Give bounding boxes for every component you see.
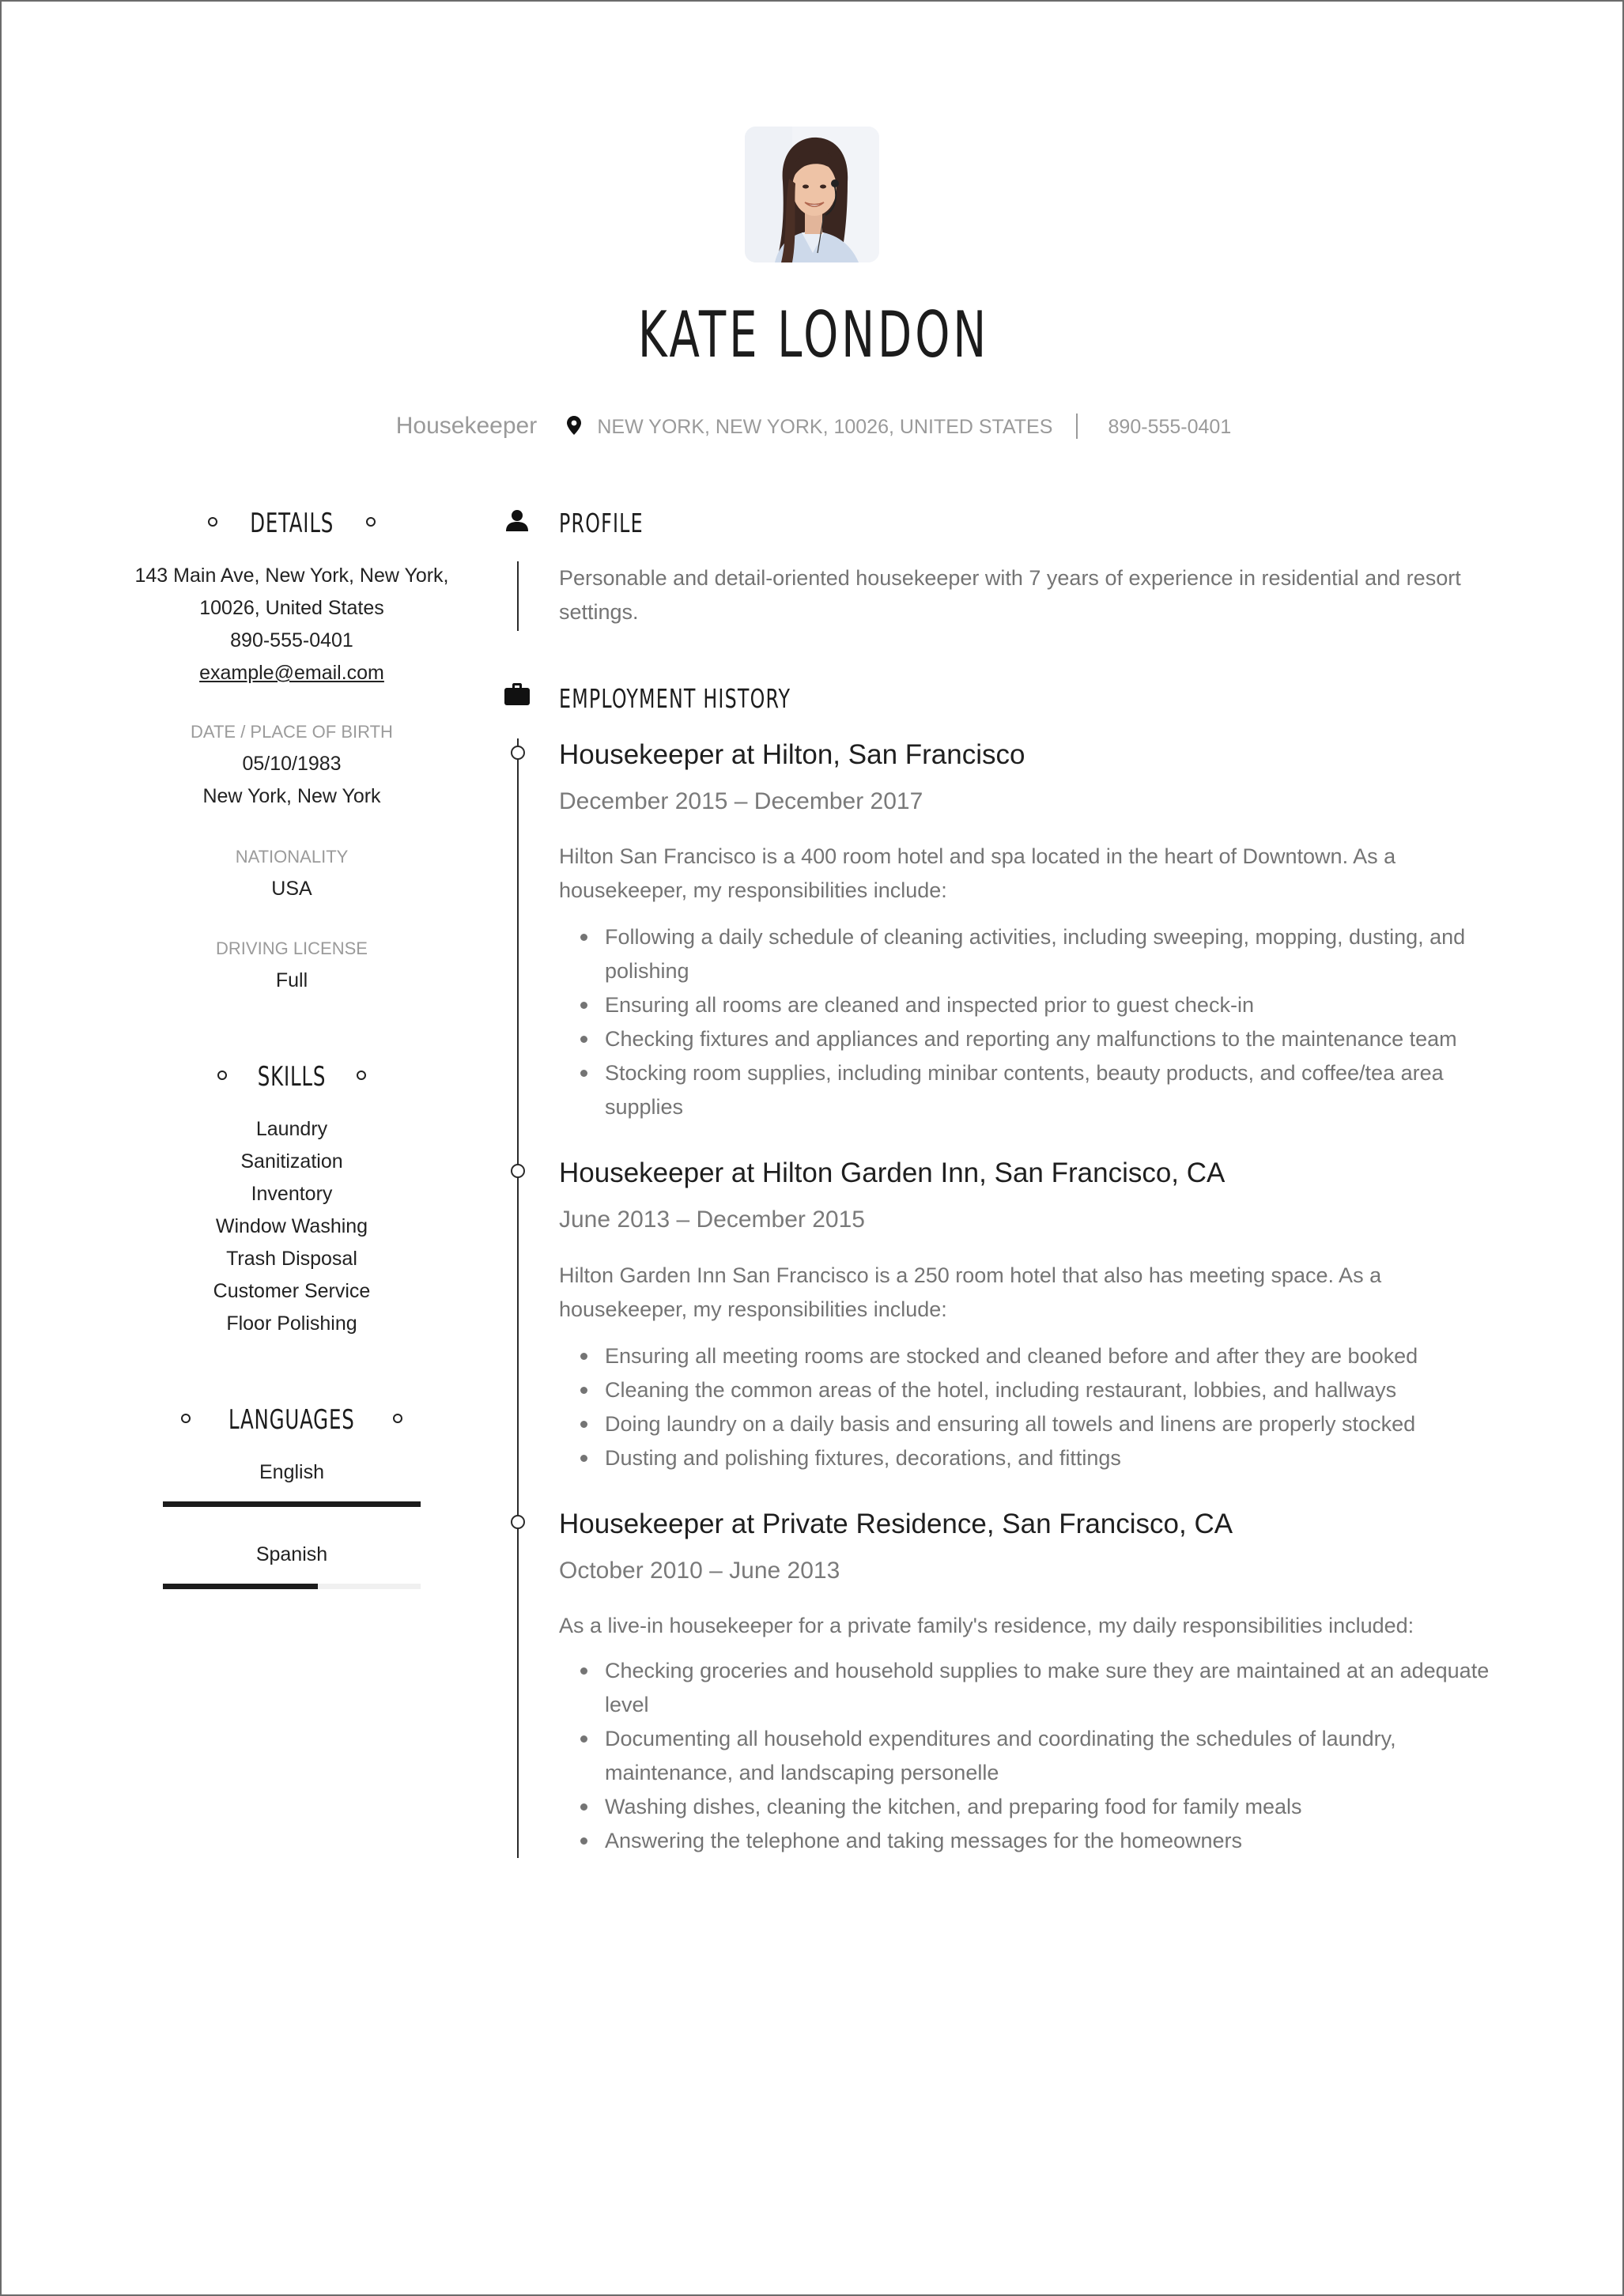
job-summary: As a live-in housekeeper for a private family's residence, my daily responsibilities included: bbox=[559, 1614, 1414, 1637]
ring-icon bbox=[357, 1071, 366, 1080]
responsibility-item: Following a daily schedule of cleaning activities, including sweeping, mopping, dusting, and polishing bbox=[559, 920, 1508, 988]
license-info bbox=[120, 933, 463, 997]
responsibility-item: Checking groceries and household supplies to make sure they are maintained at an adequate level bbox=[559, 1654, 1508, 1722]
address-line-2: 10026, United States bbox=[199, 597, 384, 619]
person-icon bbox=[503, 508, 531, 536]
license-value: Full bbox=[275, 969, 308, 991]
map-pin-icon bbox=[567, 416, 581, 435]
email-link[interactable]: example@email.com bbox=[199, 662, 384, 684]
ring-icon bbox=[181, 1414, 191, 1423]
birth-info bbox=[120, 716, 463, 813]
employment-timeline bbox=[517, 738, 519, 1858]
job-title: Housekeeper at Hilton, San Francisco bbox=[559, 739, 1025, 770]
skill-item: Customer Service bbox=[213, 1280, 371, 1302]
timeline-node bbox=[511, 746, 525, 760]
ring-icon bbox=[393, 1414, 402, 1423]
language-level-bar bbox=[163, 1501, 421, 1507]
responsibility-item: Washing dishes, cleaning the kitchen, and preparing food for family meals bbox=[559, 1790, 1508, 1824]
timeline-node bbox=[511, 1164, 525, 1178]
briefcase-icon bbox=[503, 682, 531, 710]
sidebar-phone: 890-555-0401 bbox=[230, 629, 353, 651]
job-dates: June 2013 – December 2015 bbox=[559, 1207, 865, 1233]
details-contact bbox=[120, 560, 463, 689]
responsibility-item: Documenting all household expenditures and coordinating the schedules of laundry, maintenance, and landscaping personelle bbox=[559, 1722, 1508, 1790]
job-summary: Hilton Garden Inn San Francisco is a 250 room hotel that also has meeting space. As a housekeeper, my responsibilities include: bbox=[559, 1263, 1382, 1321]
birth-label: DATE / PLACE OF BIRTH bbox=[191, 722, 393, 742]
birth-place: New York, New York bbox=[202, 785, 381, 807]
candidate-name: KATE LONDON bbox=[637, 298, 990, 372]
responsibility-item: Cleaning the common areas of the hotel, including restaurant, lobbies, and hallways bbox=[559, 1373, 1508, 1407]
profile-text: Personable and detail-oriented housekeeper with 7 years of experience in residential and resort settings. bbox=[559, 566, 1461, 624]
skill-item: Floor Polishing bbox=[226, 1312, 357, 1335]
profile-photo-illustration bbox=[745, 127, 879, 262]
language-level-fill bbox=[163, 1501, 421, 1507]
language-level-fill bbox=[163, 1584, 318, 1589]
skill-item: Laundry bbox=[255, 1118, 328, 1140]
details-heading: DETAILS bbox=[120, 508, 463, 539]
birth-date: 05/10/1983 bbox=[242, 753, 342, 775]
responsibility-item: Doing laundry on a daily basis and ensuring all towels and linens are properly stocked bbox=[559, 1407, 1508, 1441]
responsibility-item: Ensuring all rooms are cleaned and inspected prior to guest check-in bbox=[559, 988, 1508, 1022]
language-name: Spanish bbox=[255, 1543, 328, 1565]
language-item-spanish bbox=[120, 1539, 463, 1589]
responsibility-item: Dusting and polishing fixtures, decorations, and fittings bbox=[559, 1441, 1508, 1475]
responsibility-item: Stocking room supplies, including minibar contents, beauty products, and coffee/tea area supplies bbox=[559, 1056, 1508, 1124]
address-line-1: 143 Main Ave, New York, New York, bbox=[134, 565, 449, 587]
skill-item: Inventory bbox=[251, 1183, 333, 1205]
job-summary: Hilton San Francisco is a 400 room hotel and spa located in the heart of Downtown. As a housekeeper, my responsibilities include: bbox=[559, 844, 1396, 902]
responsibility-item: Checking fixtures and appliances and reporting any malfunctions to the maintenance team bbox=[559, 1022, 1508, 1056]
job-responsibilities bbox=[559, 920, 1508, 1124]
responsibility-item: Answering the telephone and taking messages for the homeowners bbox=[559, 1824, 1508, 1858]
language-item-english bbox=[120, 1456, 463, 1507]
timeline-node bbox=[511, 1515, 525, 1529]
nationality-label: NATIONALITY bbox=[235, 847, 349, 867]
skills-heading: SKILLS bbox=[120, 1061, 463, 1093]
skill-item: Sanitization bbox=[240, 1150, 343, 1173]
license-label: DRIVING LICENSE bbox=[216, 938, 368, 958]
header-divider bbox=[1076, 414, 1078, 439]
job-responsibilities bbox=[559, 1654, 1508, 1858]
skills-list bbox=[120, 1113, 463, 1340]
job-title: Housekeeper at Hilton Garden Inn, San Francisco, CA bbox=[559, 1157, 1226, 1188]
responsibility-item: Ensuring all meeting rooms are stocked and cleaned before and after they are booked bbox=[559, 1339, 1508, 1373]
header-phone: 890-555-0401 bbox=[1108, 416, 1232, 438]
header-location: NEW YORK, NEW YORK, 10026, UNITED STATES bbox=[597, 416, 1053, 438]
header-subline bbox=[2, 413, 1624, 440]
skill-item: Trash Disposal bbox=[226, 1248, 357, 1270]
job-title: Housekeeper bbox=[395, 413, 538, 439]
job-title: Housekeeper at Private Residence, San Francisco, CA bbox=[559, 1509, 1233, 1539]
language-name: English bbox=[259, 1461, 324, 1483]
language-level-bar bbox=[163, 1584, 421, 1589]
profile-rule bbox=[517, 561, 519, 631]
ring-icon bbox=[217, 1071, 227, 1080]
ring-icon bbox=[366, 517, 376, 527]
job-responsibilities bbox=[559, 1339, 1508, 1475]
nationality-value: USA bbox=[271, 878, 312, 900]
job-dates: October 2010 – June 2013 bbox=[559, 1558, 840, 1584]
employment-heading: EMPLOYMENT HISTORY bbox=[559, 683, 791, 714]
job-dates: December 2015 – December 2017 bbox=[559, 788, 923, 814]
ring-icon bbox=[208, 517, 217, 527]
languages-heading: LANGUAGES bbox=[120, 1404, 463, 1436]
nationality-info bbox=[120, 841, 463, 905]
profile-photo bbox=[745, 127, 879, 262]
skill-item: Window Washing bbox=[215, 1215, 368, 1237]
profile-heading: PROFILE bbox=[559, 508, 644, 538]
